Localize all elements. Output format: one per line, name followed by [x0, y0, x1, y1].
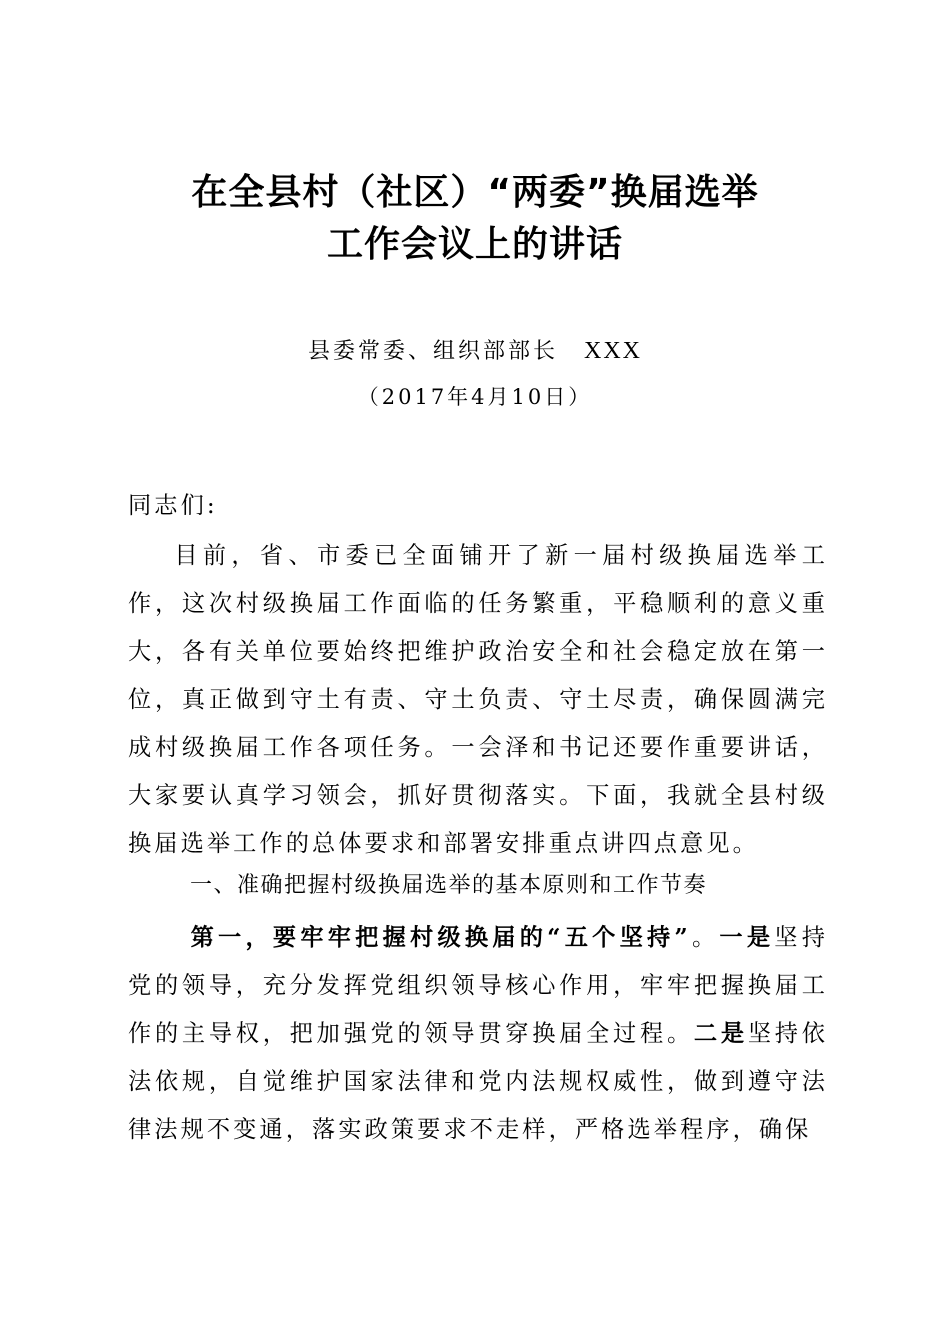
point-marker-2: 二是 — [693, 1020, 748, 1047]
author-line — [0, 334, 950, 365]
author-name: XXX — [584, 338, 642, 364]
section-heading-1: 一、准确把握村级换届选举的基本原则和工作节奏 — [190, 873, 708, 898]
salutation: 同志们: — [128, 492, 218, 519]
paragraph-lead: 第一，要牢牢把握村级换届的“五个坚持” — [190, 924, 691, 951]
speech-title-line2: 工作会议上的讲话 — [326, 224, 623, 265]
point-text-1: 坚持党的领导，充分发挥党组织领导核心作用，牢牢把握换届工作的主导权，把加强党的领导贯穿换届全过程。 — [128, 924, 828, 1047]
speech-date: （2017年4月10日） — [357, 385, 593, 409]
section-paragraph-1 — [128, 914, 828, 1154]
intro-paragraph: 目前，省、市委已全面铺开了新一届村级换届选举工作，这次村级换届工作面临的任务繁重，平稳顺利的意义重大，各有关单位要始终把维护政治安全和社会稳定放在第一位，真正做到守土有责、守土负责、守土尽责，确保圆满完成村级换届工作各项任务。一会泽和书记还要作重要讲话，大家要认真学习领会，抓好贯彻落实。下面，我就全县村级换届选举工作的总体要求和部署安排重点讲四点意见。 — [128, 542, 828, 857]
paragraph-sep: 。 — [690, 924, 720, 951]
speech-title-line1: 在全县村（社区）“两委”换届选举 — [191, 172, 759, 213]
author-role: 县委常委、组织部部长 — [307, 339, 558, 364]
point-text-2: 坚持依法依规，自觉维护国家法律和党内法规权威性，做到遵守法律法规不变通，落实政策要求不走样，严格选举程序，确保 — [128, 1020, 828, 1143]
point-marker-1: 一是 — [719, 924, 775, 951]
